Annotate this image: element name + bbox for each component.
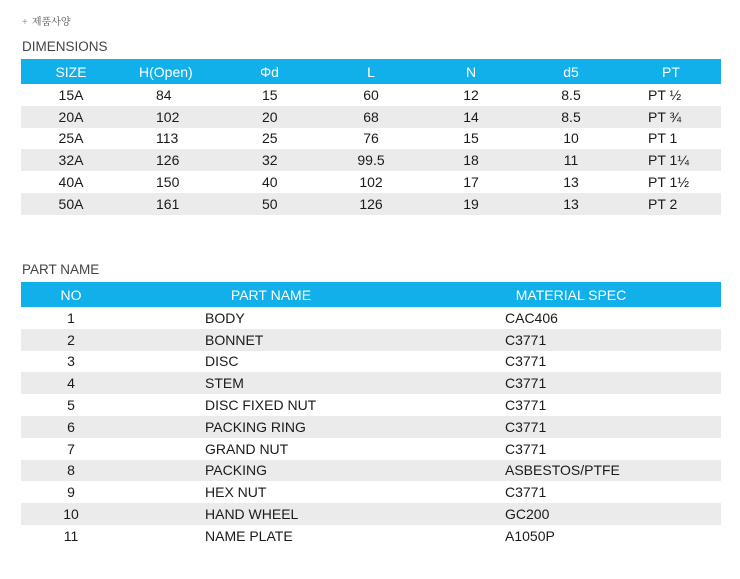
parts-cell: C3771 [421,372,721,394]
dimensions-cell: 50A [21,193,121,215]
table-row [21,351,721,373]
parts-header-row [21,282,721,307]
parts-cell: PACKING RING [121,416,421,438]
table-row [21,307,721,329]
parts-cell: C3771 [421,329,721,351]
table-row [21,503,721,525]
dimensions-header-cell: L [321,59,421,84]
dimensions-cell: 15A [58,86,84,103]
parts-cell: 7 [67,440,75,457]
dimensions-cell: 40 [262,174,278,191]
dimensions-cell: 8.5 [521,106,621,128]
parts-cell: 11 [63,527,79,544]
dimensions-cell: PT 2 [621,193,721,215]
parts-cell: C3771 [505,440,547,457]
dimensions-cell: PT 1½ [648,174,689,191]
parts-cell: HEX NUT [205,484,267,501]
dimensions-cell: 150 [156,174,180,191]
dimensions-cell: 13 [521,193,621,215]
dimensions-cell: 12 [463,86,479,103]
dimensions-header-cell: d5 [521,59,621,84]
dimensions-cell: 15 [463,130,479,147]
dimensions-cell: 15 [262,86,278,103]
parts-cell: 2 [21,329,121,351]
parts-cell: 9 [67,484,75,501]
dimensions-title: DIMENSIONS [22,39,108,54]
parts-cell: C3771 [421,416,721,438]
dimensions-cell: 99.5 [321,149,421,171]
parts-header-cell: PART NAME [121,282,421,307]
parts-cell: STEM [121,372,421,394]
dimensions-cell: 50 [221,193,321,215]
parts-cell: 1 [67,309,75,326]
table-row [21,128,721,150]
dimensions-cell: 10 [563,130,579,147]
table-row [21,416,721,438]
table-row [21,84,721,106]
dimensions-cell: 40A [58,174,84,191]
parts-title: PART NAME [22,262,100,277]
dimensions-cell: 17 [463,174,479,191]
parts-cell: 4 [21,372,121,394]
parts-cell: 3 [67,353,75,370]
dimensions-header-cell: H(Open) [121,59,221,84]
parts-cell: HAND WHEEL [121,503,421,525]
dimensions-cell: 13 [563,174,579,191]
parts-cell: NAME PLATE [205,527,293,544]
parts-cell: BODY [205,309,245,326]
parts-cell: GC200 [421,503,721,525]
dimensions-cell: 161 [121,193,221,215]
dimensions-cell: PT 1¼ [621,149,721,171]
dimensions-cell: 60 [363,86,379,103]
parts-cell: CAC406 [505,309,558,326]
dimensions-cell: 126 [321,193,421,215]
parts-cell: 5 [67,397,75,414]
dimensions-cell: 20A [21,106,121,128]
table-row [21,481,721,503]
dimensions-cell: 20 [221,106,321,128]
plus-icon: + [22,17,28,28]
parts-cell: 8 [21,460,121,482]
parts-cell: DISC [205,353,239,370]
parts-cell: 10 [21,503,121,525]
dimensions-header-cell: SIZE [21,59,121,84]
dimensions-cell: 8.5 [561,86,581,103]
table-row [21,438,721,460]
parts-cell: DISC FIXED NUT [205,397,317,414]
parts-cell: C3771 [505,397,547,414]
parts-cell: PACKING [121,460,421,482]
table-row [21,149,721,171]
parts-header-cell: NO [21,282,121,307]
table-row [21,171,721,193]
dimensions-cell: 126 [121,149,221,171]
dimensions-cell: 102 [359,174,383,191]
dimensions-cell: PT ½ [648,86,682,103]
dimensions-cell: 18 [421,149,521,171]
dimensions-cell: 14 [421,106,521,128]
parts-cell: ASBESTOS/PTFE [421,460,721,482]
dimensions-cell: 19 [421,193,521,215]
parts-cell: GRAND NUT [205,440,289,457]
dimensions-cell: 32A [21,149,121,171]
table-row [21,460,721,482]
dimensions-cell: 32 [221,149,321,171]
table-row [21,193,721,215]
parts-cell: 6 [21,416,121,438]
dimensions-header-cell: Φd [221,59,321,84]
parts-header-cell: MATERIAL SPEC [421,282,721,307]
dimensions-cell: 76 [363,130,379,147]
parts-table [21,282,721,547]
parts-cell: A1050P [505,527,555,544]
parts-cell: C3771 [505,484,547,501]
dimensions-cell: 84 [156,86,172,103]
dimensions-cell: 25 [262,130,278,147]
breadcrumb [22,13,70,28]
table-row [21,329,721,351]
dimensions-table [21,59,721,215]
parts-cell: BONNET [121,329,421,351]
dimensions-header-cell: PT [621,59,721,84]
table-row [21,372,721,394]
table-row [21,106,721,128]
dimensions-cell: 68 [321,106,421,128]
dimensions-cell: 25A [58,130,84,147]
dimensions-cell: PT ¾ [621,106,721,128]
breadcrumb-label: 제품사양 [31,17,71,28]
table-row [21,525,721,547]
dimensions-header-cell: N [421,59,521,84]
dimensions-header-row [21,59,721,84]
dimensions-cell: 102 [121,106,221,128]
dimensions-cell: 11 [521,149,621,171]
table-row [21,394,721,416]
parts-cell: C3771 [505,353,547,370]
dimensions-cell: 113 [156,130,179,147]
dimensions-cell: PT 1 [648,130,678,147]
